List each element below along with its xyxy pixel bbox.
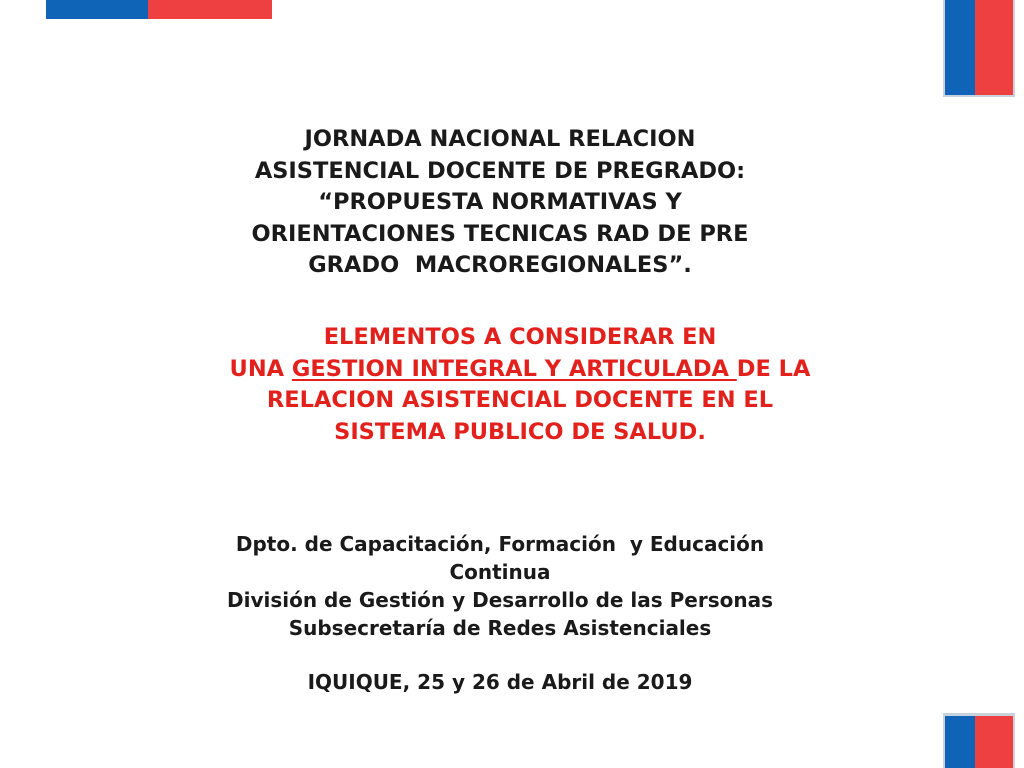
title-line: “PROPUESTA NORMATIVAS Y (318, 189, 682, 215)
title-line: JORNADA NACIONAL RELACION (304, 126, 696, 152)
org-line: División de Gestión y Desarrollo de las Personas (226, 588, 773, 612)
title-line: ASISTENCIAL DOCENTE DE PREGRADO: (254, 157, 746, 184)
title-line: GRADO MACROREGIONALES”. (308, 252, 692, 278)
subtitle-line: ELEMENTOS A CONSIDERAR EN (323, 324, 717, 350)
top-right-blue-bar (945, 0, 975, 95)
subtitle-line: SISTEMA PUBLICO DE SALUD. (334, 418, 706, 445)
subtitle-line (150, 354, 890, 386)
slide-subtitle (150, 322, 890, 448)
subtitle-underlined-phrase: GESTION INTEGRAL Y ARTICULADA (291, 355, 737, 382)
organization-info (150, 530, 850, 642)
org-line: Subsecretaría de Redes Asistenciales (288, 616, 712, 640)
org-line: Dpto. de Capacitación, Formación y Educación (235, 532, 765, 556)
top-left-blue-bar (46, 0, 148, 19)
org-line: Continua (449, 560, 551, 584)
subtitle-suffix: DE LA (736, 355, 811, 382)
subtitle-line: RELACION ASISTENCIAL DOCENTE EN EL (266, 387, 774, 413)
slide-title (170, 124, 830, 282)
top-right-red-bar (975, 0, 1013, 95)
title-line: ORIENTACIONES TECNICAS RAD DE PRE (251, 220, 749, 247)
bottom-right-red-bar (975, 716, 1013, 768)
event-location-date: IQUIQUE, 25 y 26 de Abril de 2019 (307, 670, 693, 694)
top-left-red-bar (148, 0, 272, 19)
bottom-right-blue-bar (945, 716, 975, 768)
subtitle-prefix: UNA (229, 355, 292, 382)
